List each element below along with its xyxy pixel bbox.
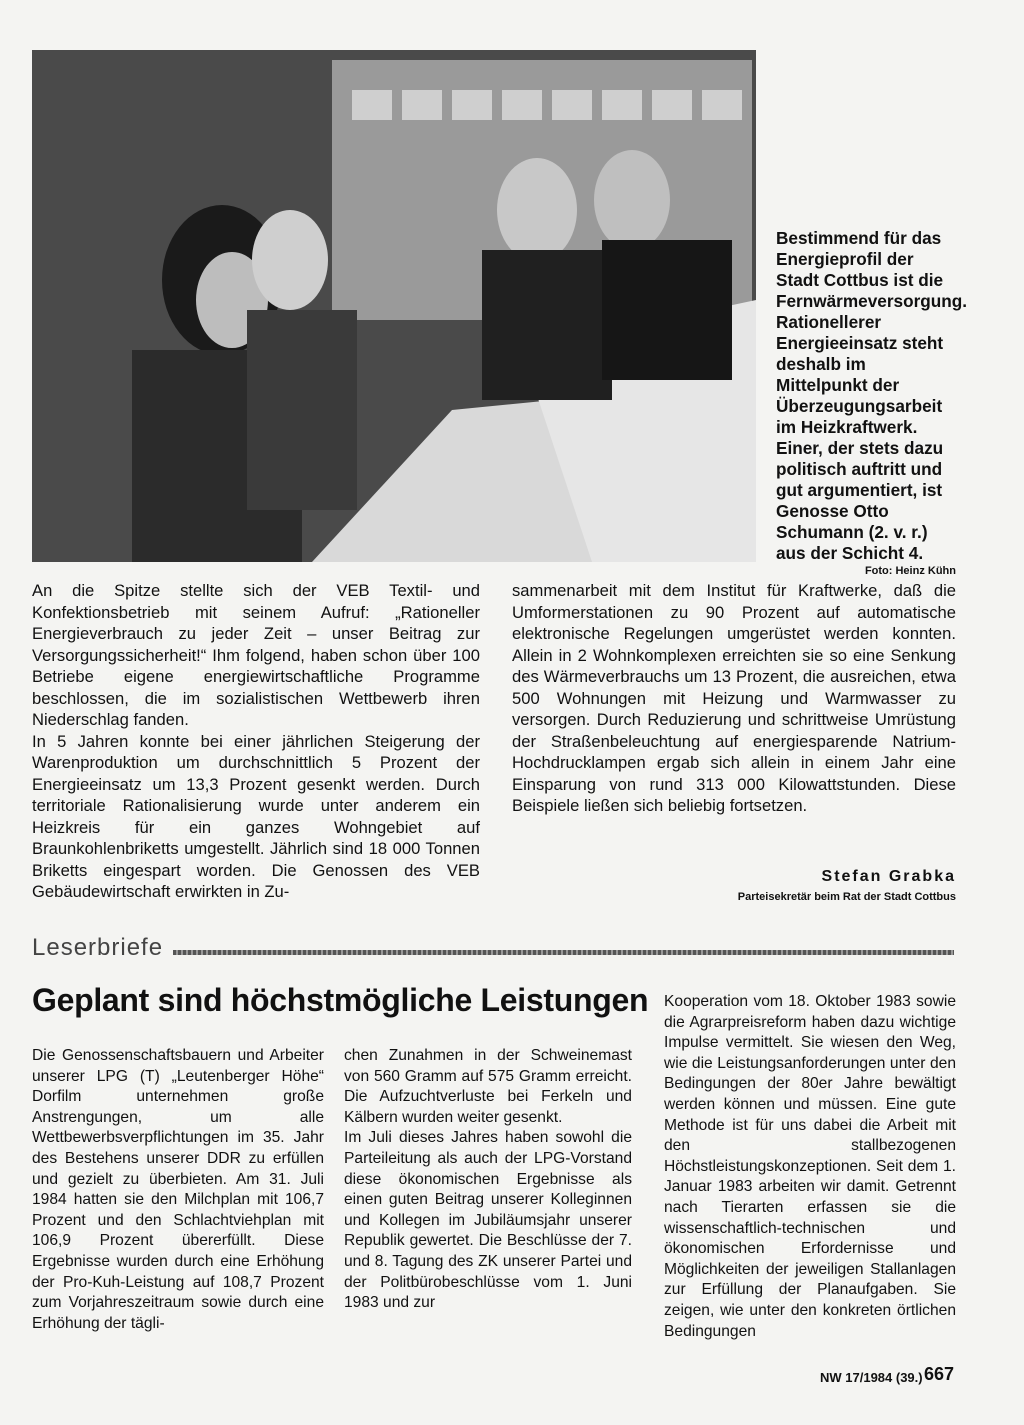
rubric-label: Leserbriefe xyxy=(32,934,164,961)
issue-label: NW 17/1984 (39.) xyxy=(820,1370,923,1385)
author-name: Stefan Grabka xyxy=(821,868,956,885)
paragraph: Kooperation vom 18. Oktober 1983 sowie die Agrarpreisreform haben dazu wichtige Impulse vermittelt. Sie wiesen den Weg, wie die Leistungsanforderungen unter den Bedingungen der 80er Jahre bewältigt werden können und müssen. Eine gute Methode ist für uns dabei die Arbeit mit den stallbezogenen Höchstleistungskonzeptionen. Seit dem 1. Januar 1983 arbeiten wir damit. Getrennt nach Tierarten erfassen sie die wissenschaftlich-technischen und ökonomischen Erfordernisse und Möglichkeiten der jeweiligen Stallanlagen zur Erfüllung der Planaufgaben. Sie zeigen, wie unter den konkreten örtlichen Bedingungen xyxy=(664,993,956,1340)
photo-credit: Foto: Heinz Kühn xyxy=(864,565,956,577)
section-rubric xyxy=(32,934,954,962)
paragraph: Im Juli dieses Jahres haben sowohl die Parteileitung als auch der LPG-Vorstand diese ökonomischen Ergebnisse als einen guten Beitrag unserer Kolleginnen und Kollegen im Jubiläumsjahr unserer Republik gewertet. Die Beschlüsse der 7. und 8. Tagung des ZK unserer Partei und der Politbürobeschlüsse vom 1. Juni 1983 und zur xyxy=(344,1129,632,1312)
page-number: 667 xyxy=(924,1364,955,1384)
headline: Geplant sind höchstmögliche Leistungen xyxy=(32,982,649,1018)
article-column-1 xyxy=(32,580,480,903)
paragraph: chen Zunahmen in der Schweinemast von 560 Gramm auf 575 Gramm erreicht. Die Aufzuchtverluste bei Ferkeln und Kälbern wurden weiter gesenkt. xyxy=(344,1047,632,1126)
photo-caption xyxy=(776,228,968,578)
caption-text: Bestimmend für das Energieprofil der Stadt Cottbus ist die Fernwärmeversorgung. Rationellerer Energieeinsatz steht deshalb im Mittelpunkt der Überzeugungsarbeit im Heizkraftwerk. Einer, der stets dazu politisch auftritt und gut argumentiert, ist Genosse Otto Schumann (2. v. r.) aus der Schicht 4. xyxy=(776,228,968,563)
photo-illustration xyxy=(32,50,756,562)
paragraph: An die Spitze stellte sich der VEB Textil- und Konfektionsbetrieb mit seinem Aufruf: „Rationeller Energieverbrauch zu jeder Zeit – unser Beitrag zur Versorgungssicherheit!“ Ihm folgend, haben schon über 100 Betriebe eigene energiewirtschaftliche Programme beschlossen, die im sozialistischen Wettbewerb ihren Niederschlag fanden. xyxy=(32,581,480,729)
paragraph: sammenarbeit mit dem Institut für Kraftwerke, daß die Umformerstationen zu 90 Prozent auf automatische elektronische Regelungen umgerüstet werden konnten. Allein in 2 Wohnkomplexen erreichten sie so eine Senkung des Wärmeverbrauchs um 13 Prozent, die ausreichen, etwa 500 Wohnungen mit Heizung und Warmwasser zu versorgen. Durch Reduzierung und schrittweise Umrüstung der Straßenbeleuchtung auf energiesparende Natrium-Hochdrucklampen ergab sich allein in einem Jahr eine Einsparung von rund 313 000 Kilowattstunden. Diese Beispiele ließen sich beliebig fortsetzen. xyxy=(512,581,956,815)
letter-column-3 xyxy=(664,992,956,1342)
author-title: Parteisekretär beim Rat der Stadt Cottbus xyxy=(737,891,956,903)
letter-column-1 xyxy=(32,1046,324,1334)
paragraph: Die Genossenschaftsbauern und Arbeiter unserer LPG (T) „Leutenberger Höhe“ Dorfilm unternehmen große Anstrengungen, um alle Wettbewerbsverpflichtungen im 35. Jahr des Bestehens unserer DDR zu erfüllen und gezielt zu überbieten. Am 31. Juli 1984 hatten sie den Milchplan mit 106,7 Prozent und den Schlachtviehplan mit 106,9 Prozent übererfüllt. Diese Ergebnisse wurden durch eine Erhöhung der Pro-Kuh-Leistung auf 108,7 Prozent zum Vorjahreszeitraum sowie durch eine Erhöhung der tägli- xyxy=(32,1047,324,1332)
control-room-photo xyxy=(32,50,756,562)
article-column-2 xyxy=(512,580,956,817)
rubric-rule xyxy=(173,950,954,955)
letter-column-2 xyxy=(344,1046,632,1314)
paragraph: In 5 Jahren konnte bei einer jährlichen Steigerung der Warenproduktion um durchschnittlich 5 Prozent der Energieeinsatz um 13,3 Prozent gesenkt werden. Durch territoriale Rationalisierung wurde unter anderem ein Heizkreis für ein ganzes Wohngebiet auf Braunkohlenbriketts umgestellt. Jährlich sind 18 000 Tonnen Briketts eingespart worden. Die Genossen des VEB Gebäudewirtschaft erwirkten in Zu- xyxy=(32,731,480,901)
